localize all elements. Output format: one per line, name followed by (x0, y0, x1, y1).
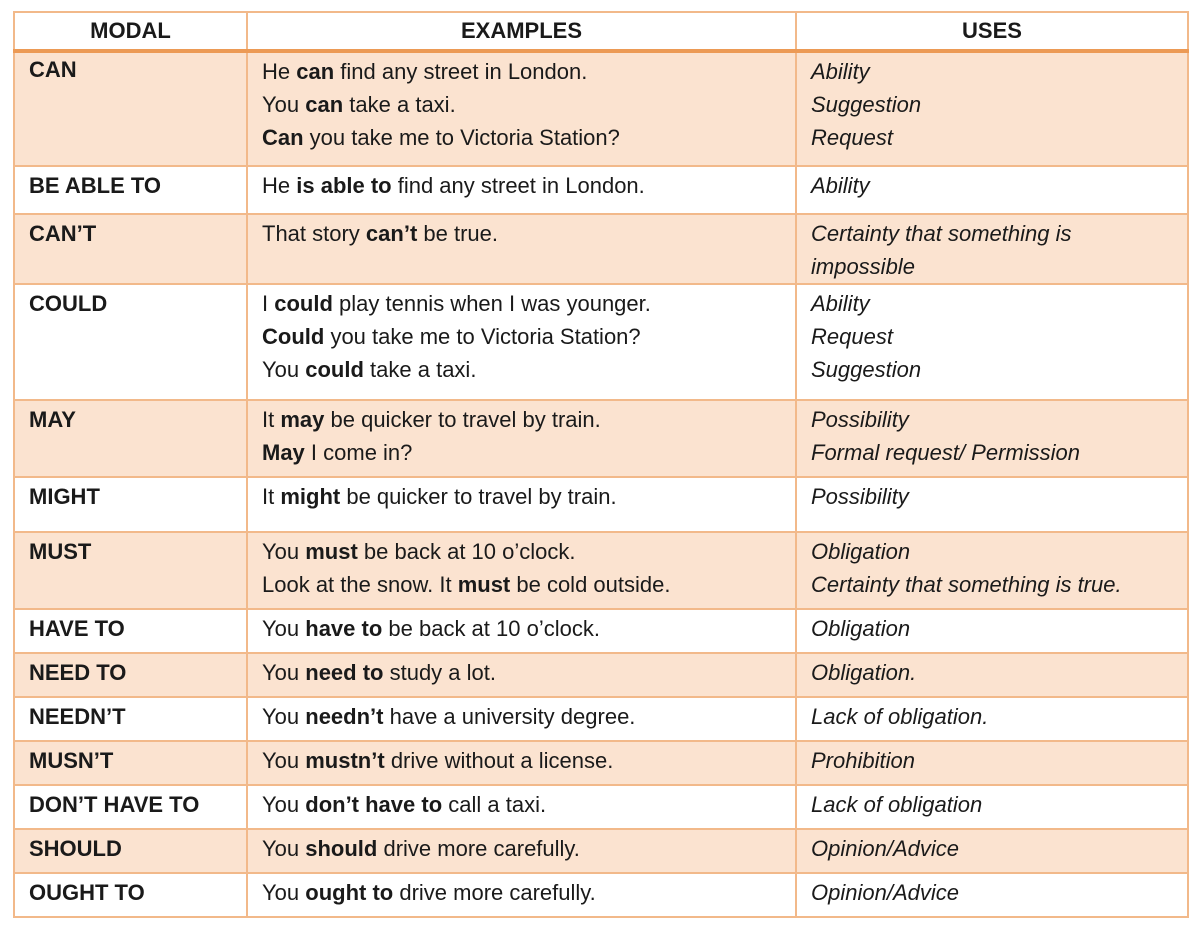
uses-cell (796, 653, 1188, 697)
uses-cell (796, 829, 1188, 873)
modal-keyword: should (305, 836, 378, 861)
uses-cell (796, 609, 1188, 653)
modal-keyword: must (457, 572, 511, 597)
example-text: take a taxi. (363, 357, 477, 382)
example-text: be quicker to travel by train. (340, 484, 617, 509)
examples-cell (247, 400, 796, 477)
example-sentence (262, 320, 785, 353)
modal-keyword: needn’t (305, 704, 384, 729)
examples-cell (247, 873, 796, 917)
table-row (14, 400, 1188, 477)
example-text: You (262, 704, 306, 729)
uses-cell (796, 214, 1188, 284)
example-text: Look at the snow. It (262, 572, 458, 597)
example-text: drive more carefully. (393, 880, 596, 905)
example-text: I come in? (304, 440, 413, 465)
example-text: It (262, 484, 281, 509)
header-row (14, 12, 1188, 51)
modal-keyword: have to (305, 616, 383, 641)
example-text: He (262, 173, 297, 198)
example-sentence (262, 88, 785, 121)
table-row (14, 166, 1188, 214)
modal-cell: DON’T HAVE TO (14, 785, 247, 829)
example-text: play tennis when I was younger. (332, 291, 651, 316)
example-sentence (262, 287, 785, 320)
modal-cell: MAY (14, 400, 247, 477)
example-sentence (262, 436, 785, 469)
uses-cell (796, 166, 1188, 214)
table-row (14, 532, 1188, 609)
modal-keyword: ought to (305, 880, 394, 905)
modal-cell: MUSN’T (14, 741, 247, 785)
modal-cell: MIGHT (14, 477, 247, 532)
example-text: You (262, 748, 306, 773)
example-text: You (262, 660, 306, 685)
example-text: be true. (417, 221, 498, 246)
example-text: drive more carefully. (377, 836, 580, 861)
example-text: You (262, 357, 306, 382)
use-label: Obligation (811, 539, 911, 564)
uses-cell (796, 697, 1188, 741)
header-examples: EXAMPLES (247, 12, 796, 51)
example-text: drive without a license. (384, 748, 614, 773)
examples-cell (247, 214, 796, 284)
table-row (14, 741, 1188, 785)
use-label: Prohibition (811, 748, 915, 773)
example-sentence (262, 832, 785, 865)
example-text: you take me to Victoria Station? (303, 125, 620, 150)
modal-keyword: May (262, 440, 305, 465)
uses-cell (796, 741, 1188, 785)
example-sentence (262, 535, 785, 568)
example-text: have a university degree. (383, 704, 636, 729)
table-row (14, 51, 1188, 166)
modal-cell: NEED TO (14, 653, 247, 697)
use-label: Ability (811, 59, 870, 84)
uses-cell (796, 873, 1188, 917)
example-sentence (262, 788, 785, 821)
examples-cell (247, 166, 796, 214)
uses-cell (796, 284, 1188, 400)
example-sentence (262, 700, 785, 733)
use-label: Ability (811, 173, 870, 198)
table-row (14, 284, 1188, 400)
modal-cell: HAVE TO (14, 609, 247, 653)
modal-cell: MUST (14, 532, 247, 609)
use-label: Opinion/Advice (811, 880, 959, 905)
header-modal: MODAL (14, 12, 247, 51)
example-text: You (262, 792, 306, 817)
use-label: Suggestion (811, 92, 922, 117)
example-sentence (262, 612, 785, 645)
example-text: It (262, 407, 281, 432)
examples-cell (247, 741, 796, 785)
use-label: Possibility (811, 484, 909, 509)
header-uses: USES (796, 12, 1188, 51)
example-sentence (262, 480, 785, 513)
modal-keyword: mustn’t (305, 748, 385, 773)
modal-cell: OUGHT TO (14, 873, 247, 917)
modal-keyword: can’t (365, 221, 418, 246)
modal-cell: NEEDN’T (14, 697, 247, 741)
example-sentence (262, 568, 785, 601)
example-text: That story (262, 221, 366, 246)
use-label: Ability (811, 291, 870, 316)
modal-keyword: need to (305, 660, 384, 685)
example-text: I (262, 291, 275, 316)
uses-cell (796, 785, 1188, 829)
modal-keyword: could (305, 357, 364, 382)
modal-cell: SHOULD (14, 829, 247, 873)
table-row (14, 477, 1188, 532)
example-sentence (262, 656, 785, 689)
use-label: Obligation (811, 616, 911, 641)
examples-cell (247, 785, 796, 829)
modal-keyword: is able to (296, 173, 392, 198)
table-row (14, 785, 1188, 829)
use-label: Request (811, 324, 893, 349)
example-text: find any street in London. (391, 173, 645, 198)
use-label: Obligation. (811, 660, 917, 685)
example-text: call a taxi. (442, 792, 547, 817)
table-row (14, 609, 1188, 653)
examples-cell (247, 609, 796, 653)
examples-cell (247, 829, 796, 873)
example-text: find any street in London. (334, 59, 588, 84)
modal-cell: COULD (14, 284, 247, 400)
modal-keyword: could (274, 291, 333, 316)
example-sentence (262, 876, 785, 909)
examples-cell (247, 51, 796, 166)
use-label: Certainty that something is true. (811, 572, 1122, 597)
example-text: be back at 10 o’clock. (357, 539, 576, 564)
table-body (14, 51, 1188, 917)
example-text: You (262, 836, 306, 861)
uses-cell (796, 400, 1188, 477)
example-text: You (262, 616, 306, 641)
modal-cell: CAN’T (14, 214, 247, 284)
modal-keyword: can (296, 59, 335, 84)
example-text: You (262, 539, 306, 564)
examples-cell (247, 477, 796, 532)
use-label: Suggestion (811, 357, 922, 382)
example-sentence (262, 55, 785, 88)
example-sentence (262, 121, 785, 154)
example-sentence (262, 353, 785, 386)
example-sentence (262, 217, 785, 250)
example-text: He (262, 59, 297, 84)
example-sentence (262, 744, 785, 777)
example-text: take a taxi. (343, 92, 456, 117)
table-row (14, 829, 1188, 873)
examples-cell (247, 284, 796, 400)
table-row (14, 214, 1188, 284)
modal-keyword: can (305, 92, 344, 117)
modal-cell: BE ABLE TO (14, 166, 247, 214)
examples-cell (247, 532, 796, 609)
examples-cell (247, 653, 796, 697)
example-text: be cold outside. (510, 572, 671, 597)
example-text: study a lot. (383, 660, 496, 685)
modal-cell: CAN (14, 51, 247, 166)
use-label: impossible (811, 254, 915, 279)
example-sentence (262, 169, 785, 202)
use-label: Certainty that something is (811, 221, 1072, 246)
modal-keyword: might (280, 484, 341, 509)
example-text: you take me to Victoria Station? (324, 324, 641, 349)
example-text: be back at 10 o’clock. (382, 616, 600, 641)
use-label: Formal request/ Permission (811, 440, 1080, 465)
examples-cell (247, 697, 796, 741)
example-text: be quicker to travel by train. (324, 407, 601, 432)
modal-verbs-table (13, 11, 1189, 918)
modal-keyword: Could (262, 324, 325, 349)
use-label: Lack of obligation (811, 792, 983, 817)
uses-cell (796, 532, 1188, 609)
uses-cell (796, 51, 1188, 166)
example-text: You (262, 880, 306, 905)
modal-keyword: Can (262, 125, 304, 150)
use-label: Request (811, 125, 893, 150)
use-label: Opinion/Advice (811, 836, 959, 861)
use-label: Lack of obligation. (811, 704, 989, 729)
example-sentence (262, 403, 785, 436)
table-row (14, 697, 1188, 741)
modal-keyword: don’t have to (305, 792, 443, 817)
modal-keyword: may (280, 407, 325, 432)
use-label: Possibility (811, 407, 909, 432)
uses-cell (796, 477, 1188, 532)
table-row (14, 873, 1188, 917)
example-text: You (262, 92, 306, 117)
table-row (14, 653, 1188, 697)
modal-keyword: must (305, 539, 358, 564)
